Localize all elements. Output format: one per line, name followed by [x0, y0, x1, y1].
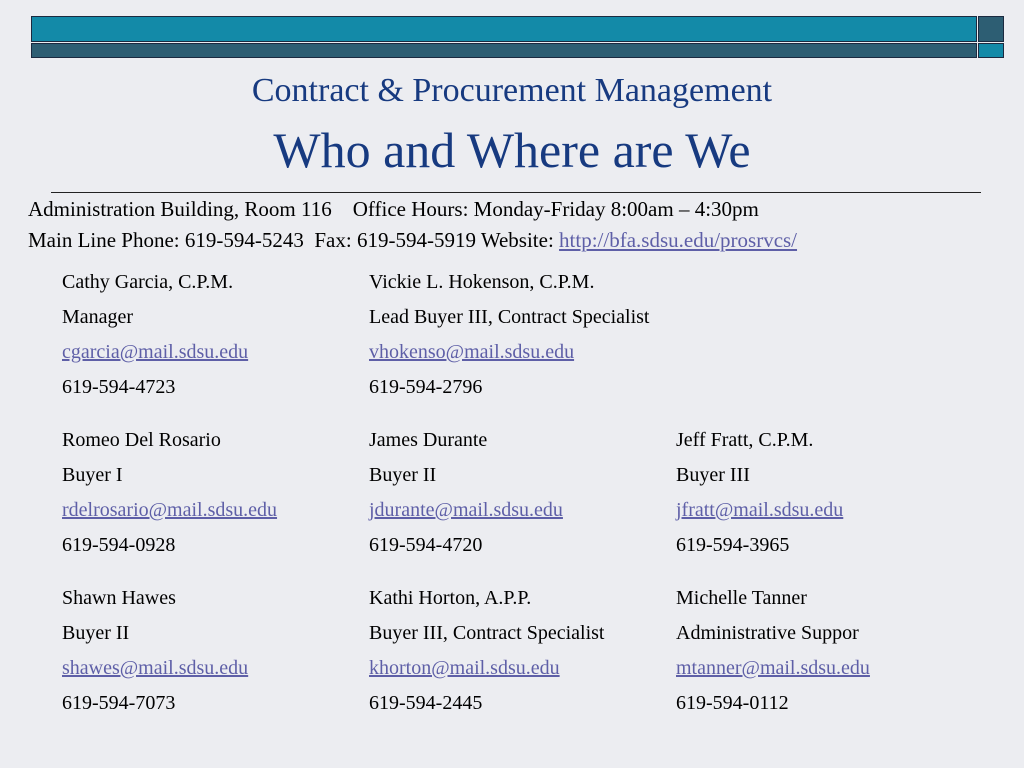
website-link[interactable]: http://bfa.sdsu.edu/prosrvcs/ — [559, 228, 798, 252]
staff-title: Buyer III, Contract Specialist — [369, 622, 605, 644]
staff-email-link[interactable]: jdurante@mail.sdsu.edu — [369, 499, 563, 521]
staff-title: Buyer III — [676, 464, 750, 486]
staff-email-link[interactable]: khorton@mail.sdsu.edu — [369, 657, 560, 679]
header-bar-top — [31, 16, 977, 42]
staff-title: Buyer II — [369, 464, 437, 486]
header-square-bottom — [978, 43, 1004, 58]
location-text: Administration Building, Room 116 — [28, 197, 332, 221]
staff-card — [62, 265, 248, 405]
hours-text: Office Hours: Monday-Friday 8:00am – 4:30pm — [352, 197, 759, 221]
staff-email-link[interactable]: jfratt@mail.sdsu.edu — [676, 499, 844, 521]
staff-title: Manager — [62, 306, 134, 328]
header-square-top — [978, 16, 1004, 42]
staff-phone: 619-594-3965 — [676, 534, 790, 556]
title-divider — [51, 192, 981, 193]
phone-fax-text: Main Line Phone: 619-594-5243 Fax: 619-594-5919 — [28, 228, 476, 252]
staff-phone: 619-594-7073 — [62, 692, 176, 714]
staff-title: Lead Buyer III, Contract Specialist — [369, 306, 650, 328]
staff-name: James Durante — [369, 429, 488, 451]
staff-name: Cathy Garcia, C.P.M. — [62, 271, 234, 293]
staff-email-link[interactable]: shawes@mail.sdsu.edu — [62, 657, 249, 679]
staff-name: Michelle Tanner — [676, 587, 807, 609]
staff-card — [62, 423, 277, 563]
page-subtitle: Contract & Procurement Management — [251, 72, 773, 109]
staff-title: Buyer I — [62, 464, 123, 486]
staff-email-link[interactable]: rdelrosario@mail.sdsu.edu — [62, 499, 278, 521]
info-line-location-hours — [28, 197, 759, 222]
page-title: Who and Where are We — [273, 122, 751, 178]
header-bar-bottom — [31, 43, 977, 58]
staff-phone: 619-594-0112 — [676, 692, 789, 714]
staff-phone: 619-594-4723 — [62, 376, 176, 398]
staff-phone: 619-594-0928 — [62, 534, 176, 556]
staff-email-link[interactable]: vhokenso@mail.sdsu.edu — [369, 341, 575, 363]
staff-name: Jeff Fratt, C.P.M. — [676, 429, 814, 451]
staff-phone: 619-594-2445 — [369, 692, 483, 714]
staff-card — [676, 423, 843, 563]
staff-phone: 619-594-4720 — [369, 534, 483, 556]
staff-card — [62, 581, 248, 721]
staff-name: Romeo Del Rosario — [62, 429, 221, 451]
info-line-contact — [28, 228, 797, 253]
decorative-header-bar — [31, 16, 1004, 58]
staff-card — [369, 265, 649, 405]
website-label: Website: — [480, 228, 554, 252]
staff-name: Kathi Horton, A.P.P. — [369, 587, 532, 609]
staff-card — [369, 423, 563, 563]
staff-name: Shawn Hawes — [62, 587, 176, 609]
staff-title: Administrative Suppor — [676, 622, 859, 644]
staff-phone: 619-594-2796 — [369, 376, 483, 398]
staff-title: Buyer II — [62, 622, 130, 644]
staff-card — [676, 581, 870, 721]
staff-card — [369, 581, 605, 721]
staff-name: Vickie L. Hokenson, C.P.M. — [369, 271, 595, 293]
staff-email-link[interactable]: mtanner@mail.sdsu.edu — [676, 657, 870, 679]
staff-email-link[interactable]: cgarcia@mail.sdsu.edu — [62, 341, 249, 363]
